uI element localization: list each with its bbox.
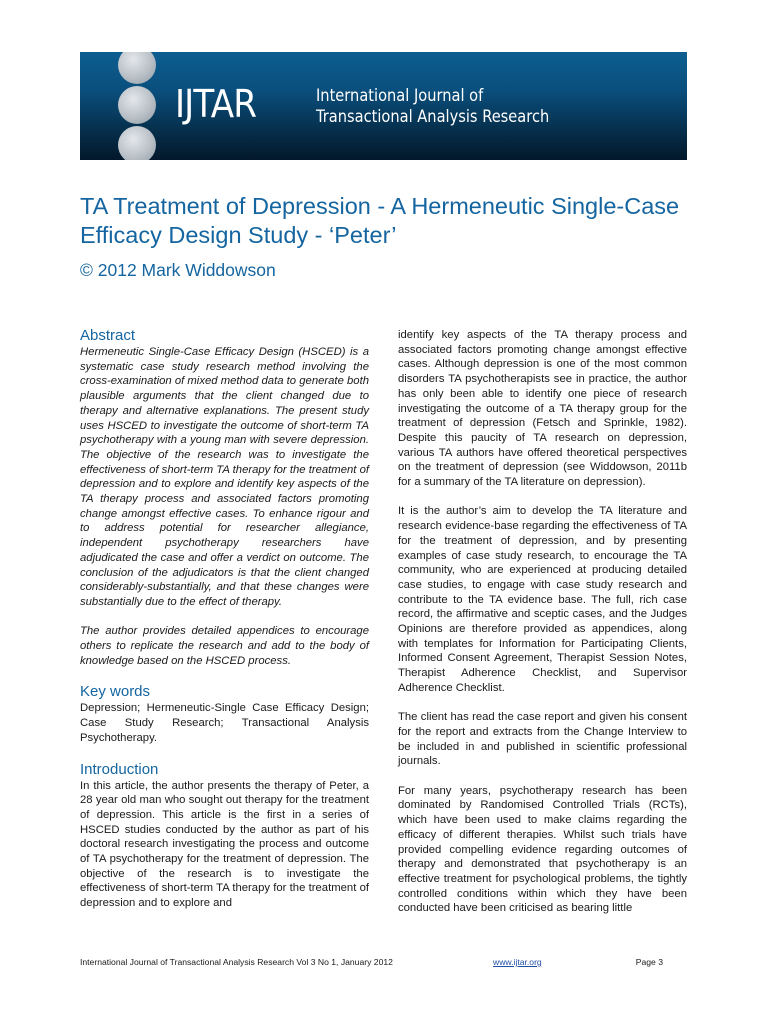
abstract-heading: Abstract [80,327,136,344]
journal-banner [80,52,687,160]
keywords-text: Depression; Hermeneutic-Single Case Efficacy Design; Case Study Research; Transactional Analysis Psychotherapy. [80,702,369,744]
logo-circle-icon [118,52,156,84]
article-author: © 2012 Mark Widdowson [80,260,276,280]
keywords-heading: Key words [80,683,151,701]
body-paragraph-4: For many years, psychotherapy research has been dominated by Randomised Controlled Trials (RCTs), which have been used to make claims regarding the efficacy of different therapies. Whilst such trials have provided compelling evidence regarding outcomes of therapy and demonstrated that psychotherapy is an effective treatment for psychological problems, the tightly controlled conditions within which they have been conducted have been criticised as bearing little [398,784,687,915]
body-paragraph-3: The client has read the case report and given his consent for the report and extracts from the Change Interview to be included in and published in scientific professional journals. [398,711,687,768]
article-title: TA Treatment of Depression - A Hermeneutic Single-Case Efficacy Design Study - ‘Peter’ [80,193,680,248]
left-column [80,326,369,911]
journal-logo: IJTAR [175,82,257,126]
footer-journal-reference: International Journal of Transactional Analysis Research Vol 3 No 1, January 2012 [80,957,393,967]
journal-name [316,86,549,128]
logo-circle-icon [118,126,156,160]
footer-website-link[interactable]: www.ijtar.org [493,957,542,967]
introduction-heading: Introduction [80,760,159,778]
journal-name-line1: International Journal of [316,86,484,106]
abstract-paragraph-1: Hermeneutic Single-Case Efficacy Design (HSCED) is a systematic case study research method involving the cross-examination of mixed method data to generate both plausible arguments that the client changed due to therapy and alternative explanations. The present study uses HSCED to investigate the outcome of short-term TA psychotherapy with a young man with severe depression. The objective of the research was to investigate the effectiveness of short-term TA therapy for the treatment of depression and to explore and identify key aspects of the TA therapy process and associated factors promoting change amongst effective cases. To enhance rigour and to address potential for researcher allegiance, independent psychotherapy researchers have adjudicated the case and offer a verdict on outcome. The conclusion of the adjudicators is that the client changed considerably-substantially, and that these changes were substantially due to the effect of therapy. [80,346,369,608]
footer-page-number: Page 3 [635,957,663,967]
abstract-paragraph-2: The author provides detailed appendices to encourage others to replicate the research and add to the body of knowledge based on the HSCED process. [80,625,369,667]
body-paragraph-2: It is the author’s aim to develop the TA literature and research evidence-base regarding the effectiveness of TA for the treatment of depression, and by presenting examples of case study research, to encourage the TA community, who are experienced at producing detailed case studies, to engage with case study research and contribute to the TA evidence base. The full, rich case record, the affirmative and sceptic cases, and the Judges Opinions are therefore provided as appendices, along with templates for Information for Participating Clients, Informed Consent Agreement, Therapist Session Notes, Therapist Adherence Checklist, and Supervisor Adherence Checklist. [398,505,687,694]
logo-circle-icon [118,86,156,124]
body-paragraph-1: identify key aspects of the TA therapy process and associated factors promoting change amongst effective cases. Although depression is one of the most common disorders TA psychotherapists see in practice, the author has only been able to identify one piece of research investigating the outcome of a TA therapy group for the treatment of depression (Fetsch and Sprinkle, 1982). Despite this paucity of TA research on depression, various TA authors have offered theoretical perspectives on the treatment of depression (see Widdowson, 2011b for a summary of the TA literature on depression). [398,329,687,489]
right-column [398,328,687,916]
introduction-paragraph-1: In this article, the author presents the therapy of Peter, a 28 year old man who sought out therapy for the treatment of depression. This article is the first in a series of HSCED studies conducted by the author as part of his doctoral research investigating the process and outcome of TA psychotherapy for the treatment of depression. The objective of the research is to investigate the effectiveness of short-term TA therapy for the treatment of depression and to explore and [80,779,369,910]
journal-name-line2: Transactional Analysis Research [316,107,550,127]
